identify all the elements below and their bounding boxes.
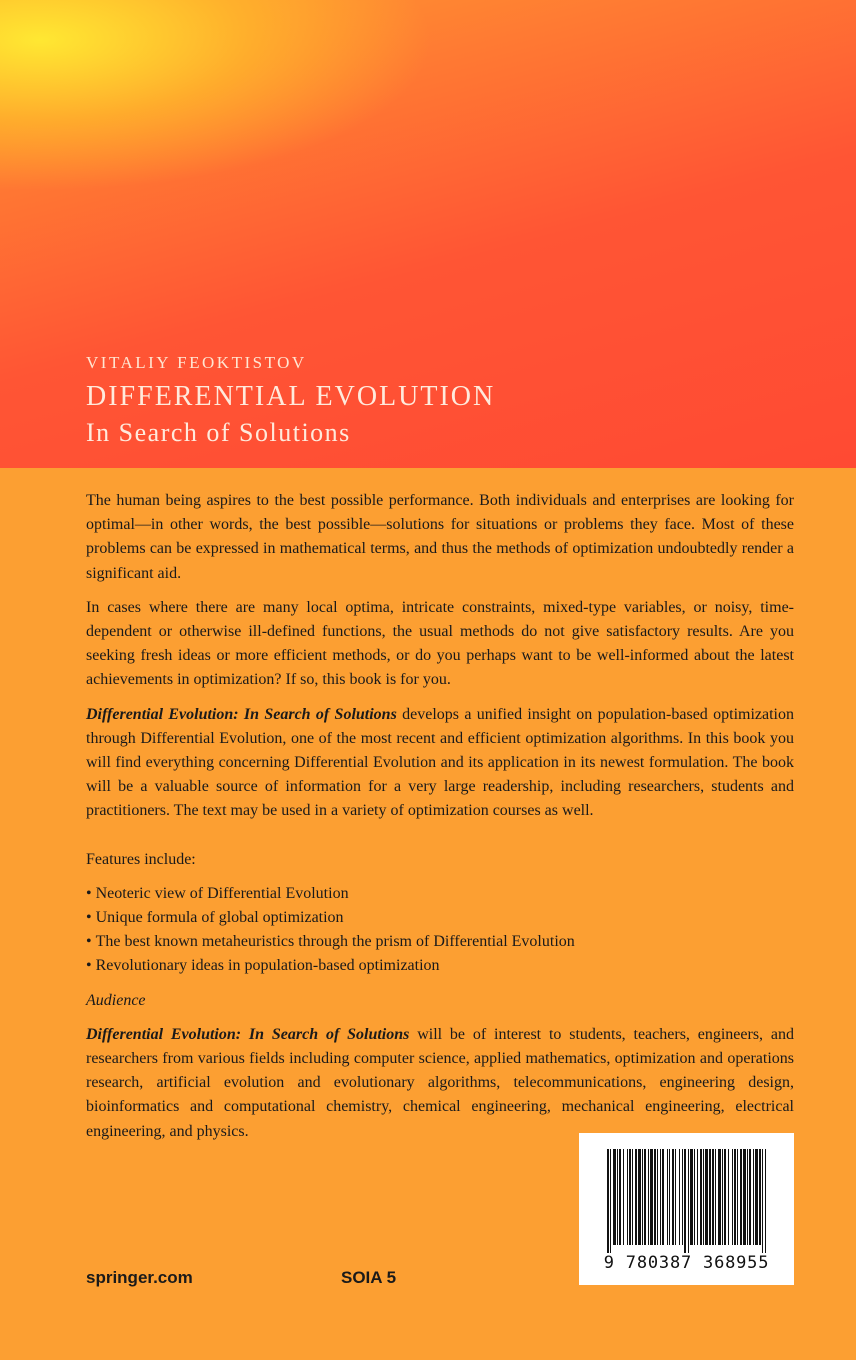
book-subtitle: In Search of Solutions	[86, 418, 351, 447]
blurb-paragraph-3	[86, 703, 794, 824]
isbn-number: 9 780387 368955	[603, 1253, 770, 1273]
blurb-paragraph-3-text: develops a unified insight on population-based optimization through Differential Evolution, one of the most recent and efficient optimization algorithms. In this book you will find everything concerning Differential Evolution and its application in its newest formulation. The book will be a valuable source of information for a very large readership, including researchers, students and practitioners. The text may be used in a variety of optimization courses as well.	[86, 705, 794, 820]
series-label: SOIA 5	[341, 1268, 397, 1287]
cover-header	[0, 0, 856, 468]
author-name: VITALIY FEOKTISTOV	[86, 353, 307, 372]
barcode-panel	[579, 1133, 794, 1285]
book-title: DIFFERENTIAL EVOLUTION	[86, 381, 496, 412]
feature-list	[86, 882, 794, 979]
audience-text: will be of interest to students, teachers, engineers, and researchers from various fields including computer science, applied mathematics, optimization and operations research, artificial evolution and evolutionary algorithms, telecommunications, engineering design, bioinformatics and computational chemistry, chemical engineering, mechanical engineering, electrical engineering, and physics.	[86, 1025, 794, 1140]
blurb	[86, 489, 794, 1154]
feature-item: • Unique formula of global optimization	[86, 906, 794, 930]
feature-item: • Revolutionary ideas in population-based optimization	[86, 954, 794, 978]
barcode-icon	[607, 1149, 766, 1253]
feature-item: • Neoteric view of Differential Evolution	[86, 882, 794, 906]
blurb-paragraph-2: In cases where there are many local optima, intricate constraints, mixed-type variables, or noisy, time-dependent or otherwise ill-defined functions, the usual methods do not give satisfactory results. Are you seeking fresh ideas or more efficient methods, or do you perhaps want to be well-informed about the latest achievements in optimization? If so, this book is for you.	[86, 598, 794, 689]
feature-item: • The best known metaheuristics through the prism of Differential Evolution	[86, 930, 794, 954]
book-title-inline: Differential Evolution: In Search of Solutions	[86, 1025, 410, 1043]
publisher-url: springer.com	[86, 1268, 193, 1287]
blurb-paragraph-1: The human being aspires to the best possible performance. Both individuals and enterprises are looking for optimal—in other words, the best possible—solutions for situations or problems they face. Most of these problems can be expressed in mathematical terms, and thus the methods of optimization undoubtedly render a significant aid.	[86, 492, 794, 582]
audience-heading: Audience	[86, 991, 146, 1009]
book-title-inline: Differential Evolution: In Search of Solutions	[86, 705, 397, 723]
features-intro: Features include:	[86, 850, 196, 868]
audience-paragraph	[86, 1023, 794, 1144]
